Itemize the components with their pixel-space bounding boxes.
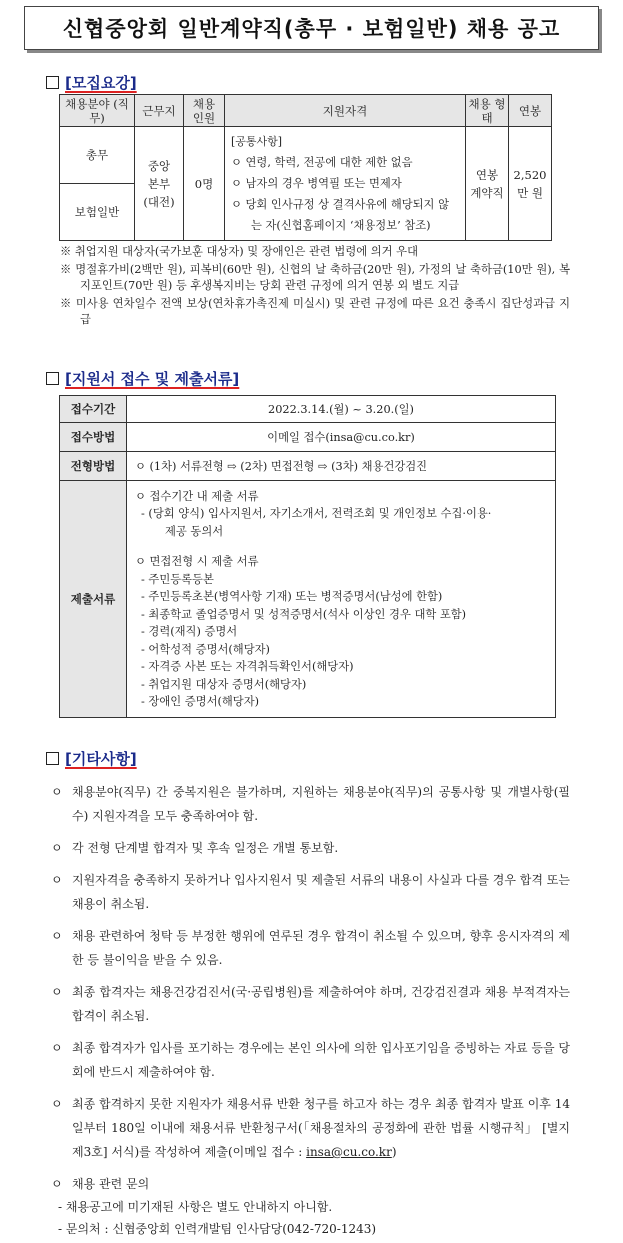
- docs-item: - 장애인 증명서(해당자): [141, 695, 260, 708]
- bullet-icon: ㅇ: [51, 929, 63, 943]
- docs-item: - 경력(재직) 증명서: [141, 625, 238, 638]
- bullet-icon: ㅇ: [51, 873, 63, 887]
- checkbox-square-icon: [46, 76, 59, 89]
- location-line: 중앙: [147, 158, 171, 173]
- inquiry-line: - 채용공고에 미기재된 사항은 별도 안내하지 아니함.: [58, 1200, 333, 1214]
- row-field-general-affairs: 총무: [60, 127, 135, 184]
- header-type: 채용 형태: [466, 95, 509, 127]
- etc-item: [48, 780, 570, 828]
- docs-item: 제공 동의서: [165, 524, 224, 538]
- note-item: ※ 명절휴가비(2백만 원), 피복비(60만 원), 신협의 날 축하금(20만 원), 가정의 날 축하금(10만 원), 복지포인트(70만 원) 등 후생복지비는 당회 관련 규정에 의거 연봉 외 별도 지급: [60, 263, 570, 292]
- docs-group-title: ㅇ 접수기간 내 제출 서류: [135, 489, 259, 503]
- etc-item: [48, 1092, 570, 1164]
- docs-item: - 최종학교 졸업증명서 및 성적증명서(석사 이상인 경우 대학 포함): [141, 607, 467, 621]
- salary-line: 만 원: [517, 185, 543, 200]
- section-etc-heading: [46, 748, 137, 769]
- section-etc-title: [기타사항]: [65, 750, 137, 768]
- qualification-item: ㅇ 연령, 학력, 전공에 대한 제한 없음: [231, 156, 413, 169]
- application-table: [59, 395, 556, 718]
- label-process: 전형방법: [60, 452, 127, 481]
- value-period: 2022.3.14.(월) ~ 3.20.(일): [127, 396, 556, 423]
- cell-type: [466, 127, 509, 241]
- type-line: 연봉: [475, 167, 499, 182]
- etc-item: [48, 836, 570, 860]
- section-apply-title: [지원서 접수 및 제출서류]: [65, 370, 240, 388]
- etc-item: [48, 1036, 570, 1084]
- bullet-icon: ㅇ: [51, 1177, 63, 1191]
- etc-item: [48, 924, 570, 972]
- etc-item-close: ): [391, 1145, 397, 1159]
- etc-item: [48, 980, 570, 1028]
- bullet-icon: ㅇ: [51, 1041, 63, 1055]
- location-line: 본부: [147, 176, 171, 191]
- docs-item: - 주민등록등본: [141, 572, 214, 586]
- header-field: 채용분야 (직무): [60, 95, 135, 127]
- bullet-icon: ㅇ: [51, 985, 63, 999]
- header-salary: 연봉: [509, 95, 552, 127]
- etc-item-text: 채용분야(직무) 간 중복지원은 불가하며, 지원하는 채용분야(직무)의 공통사항 및 개별사항(필수) 지원자격을 모두 충족하여야 함.: [72, 785, 570, 823]
- docs-item: - 주민등록초본(병역사항 기재) 또는 병적증명서(남성에 한함): [141, 590, 443, 603]
- cell-count: 0명: [184, 127, 225, 241]
- qualification-item: ㅇ 남자의 경우 병역필 또는 면제자: [231, 177, 402, 190]
- docs-item: - 어학성적 증명서(해당자): [141, 642, 270, 656]
- etc-list: [48, 780, 570, 1240]
- qualification-item: ㅇ 당회 인사규정 상 결격사유에 해당되지 않는 자(신협홈페이지 ‘채용정보’ 참조): [231, 198, 449, 232]
- cell-location: [135, 127, 184, 241]
- checkbox-square-icon: [46, 372, 59, 385]
- inquiry-title: 채용 관련 문의: [72, 1177, 150, 1191]
- header-qualification: 지원자격: [225, 95, 466, 127]
- value-method: 이메일 접수(insa@cu.co.kr): [127, 423, 556, 452]
- location-line: (대전): [143, 194, 175, 209]
- etc-item-text: 최종 합격하지 못한 지원자가 채용서류 반환 청구를 하고자 하는 경우 최종 합격자 발표 이후 14일부터 180일 이내에 채용서류 반환청구서(「채용절차의 공정화에 관한 법률 시행규칙」 [별지 제3호] 서식)를 작성하여 제출(이메일 접수 :: [72, 1097, 570, 1159]
- docs-item: - (당회 양식) 입사지원서, 자기소개서, 전력조회 및 개인정보 수집·이용·: [141, 507, 492, 520]
- value-process: ㅇ (1차) 서류전형 ⇨ (2차) 면접전형 ⇨ (3차) 채용건강검진: [127, 452, 556, 481]
- note-item: ※ 미사용 연차일수 전액 보상(연차휴가촉진제 미실시) 및 관련 규정에 따른 요건 충족시 집단성과급 지급: [60, 297, 570, 326]
- inquiry-item: [48, 1172, 570, 1196]
- cell-qualification: [225, 127, 466, 241]
- docs-group-title: ㅇ 면접전형 시 제출 서류: [135, 555, 259, 568]
- notes-list: [60, 244, 570, 330]
- docs-item: - 자격증 사본 또는 자격취득확인서(해당자): [141, 660, 354, 673]
- header-count: 채용 인원: [184, 95, 225, 127]
- etc-item-text: 지원자격을 충족하지 못하거나 입사지원서 및 제출된 서류의 내용이 사실과 다를 경우 합격 또는 채용이 취소됨.: [72, 873, 570, 911]
- checkbox-square-icon: [46, 752, 59, 765]
- etc-item-text: 각 전형 단계별 합격자 및 후속 일정은 개별 통보함.: [72, 841, 339, 855]
- inquiry-line: - 문의처 : 신협중앙회 인력개발팀 인사담당(042-720-1243): [58, 1222, 377, 1236]
- notice-title-box: [24, 6, 599, 50]
- docs-item: - 취업지원 대상자 증명서(해당자): [141, 677, 307, 691]
- bullet-icon: ㅇ: [51, 785, 63, 799]
- header-location: 근무지: [135, 95, 184, 127]
- cell-salary: [509, 127, 552, 241]
- section-recruit-title: [모집요강]: [65, 74, 137, 92]
- qualification-title: [공통사항]: [231, 135, 283, 148]
- section-apply-heading: [46, 368, 239, 389]
- note-item: ※ 취업지원 대상자(국가보훈 대상자) 및 장애인은 관련 법령에 의거 우대: [60, 245, 418, 258]
- bullet-icon: ㅇ: [51, 1097, 63, 1111]
- row-field-insurance: 보험일반: [60, 184, 135, 241]
- etc-item-text: 채용 관련하여 청탁 등 부정한 행위에 연루된 경우 합격이 취소될 수 있으며, 향후 응시자격의 제한 등 불이익을 받을 수 있음.: [72, 929, 570, 967]
- type-line: 계약직: [470, 185, 504, 200]
- etc-item: [48, 868, 570, 916]
- bullet-icon: ㅇ: [51, 841, 63, 855]
- etc-item-text: 최종 합격자가 입사를 포기하는 경우에는 본인 의사에 의한 입사포기임을 증빙하는 자료 등을 당회에 반드시 제출하여야 함.: [72, 1041, 570, 1079]
- label-period: 접수기간: [60, 396, 127, 423]
- notice-title: 신협중앙회 일반계약직(총무 · 보험일반) 채용 공고: [62, 17, 561, 41]
- salary-line: 2,520: [513, 167, 547, 182]
- label-method: 접수방법: [60, 423, 127, 452]
- etc-item-text: 최종 합격자는 채용건강검진서(국·공립병원)를 제출하여야 하며, 건강검진결과 채용 부적격자는 합격이 취소됨.: [72, 985, 570, 1023]
- section-recruit-heading: [46, 72, 137, 93]
- value-documents: [127, 481, 556, 718]
- label-documents: 제출서류: [60, 481, 127, 718]
- recruitment-table: [59, 94, 552, 241]
- email-link[interactable]: insa@cu.co.kr: [306, 1145, 392, 1159]
